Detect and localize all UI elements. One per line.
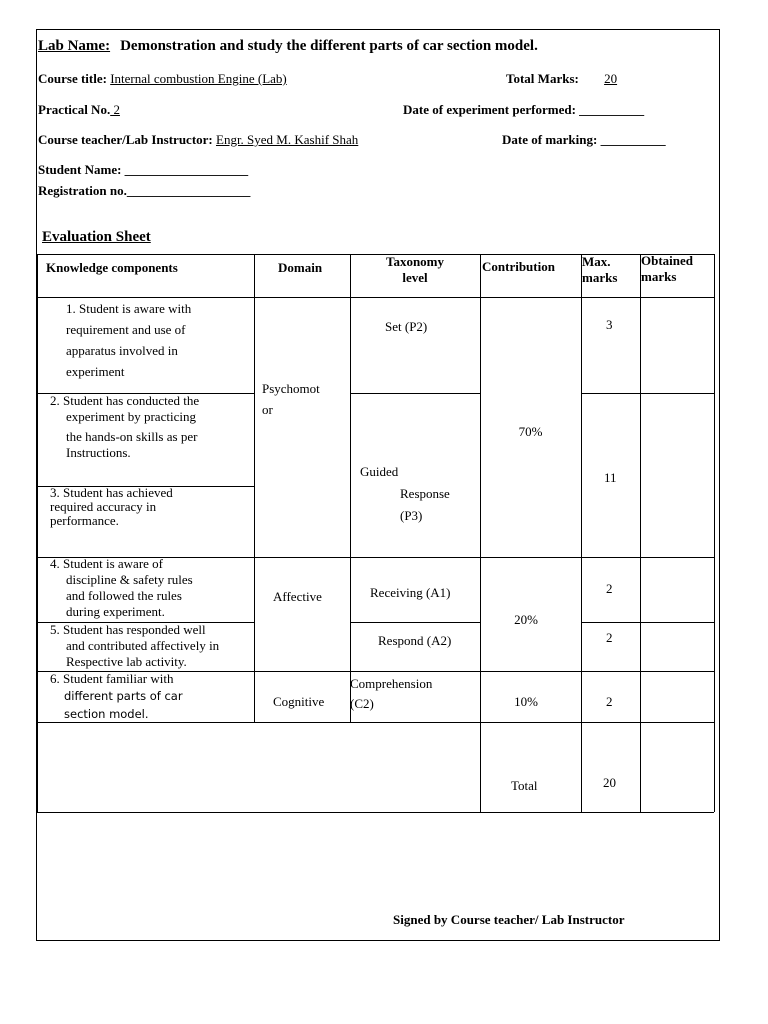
knowledge-item-5 [50,622,219,670]
knowledge-item-3-line: 3. Student has achieved [50,485,173,500]
header-taxonomy [352,254,478,286]
max-marks-row5: 2 [606,630,613,645]
course-title-line [38,71,287,87]
teacher-label: Course teacher/Lab Instructor: [38,132,213,147]
practical-no-line [38,102,120,118]
knowledge-item-2 [50,393,199,461]
total-marks-value: 20 [604,71,618,86]
knowledge-item-3 [50,486,173,528]
knowledge-item-6 [50,671,183,722]
header-domain: Domain [278,260,323,275]
taxonomy-respond-a2: Respond (A2) [378,633,452,648]
max-marks-row4: 2 [606,581,613,596]
lab-name-line [38,37,538,55]
knowledge-item-5-line: and contributed affectively in [66,638,220,653]
contribution-affective: 20% [514,612,538,627]
taxonomy-comprehension-c2 [350,674,432,714]
table-border-right [714,254,715,812]
domain-psychomotor [262,378,320,420]
practical-no-value: 2 [110,102,120,117]
contribution-cognitive: 10% [514,694,538,709]
knowledge-item-4-line: 4. Student is aware of [50,556,164,571]
knowledge-item-4-line: during experiment. [66,604,165,619]
obtained-marks-row1[interactable] [641,298,713,393]
table-divider [254,254,255,723]
header-max-line2: marks [582,270,618,285]
signature-label: Signed by Course teacher/ Lab Instructor [393,912,625,927]
course-title-label: Course title: [38,71,107,86]
knowledge-item-5-line: 5. Student has responded well [50,622,206,637]
knowledge-item-4-line: discipline & safety rules [66,572,193,587]
total-marks-label: Total Marks: [506,71,579,86]
obtained-marks-row4[interactable] [641,558,713,621]
taxonomy-guided-line2: Response [400,486,450,501]
taxonomy-guided-line3: (P3) [400,508,423,523]
domain-psychomotor-line: or [262,402,273,417]
domain-psychomotor-line: Psychomot [262,381,320,396]
taxonomy-comprehension-line: Comprehension [350,676,433,691]
domain-affective: Affective [273,589,322,604]
total-label: Total [511,778,538,793]
max-marks-row1: 3 [606,317,613,332]
contribution-psychomotor: 70% [518,424,543,439]
domain-cognitive: Cognitive [273,694,325,709]
obtained-marks-total[interactable] [641,723,713,811]
taxonomy-set-p2: Set (P2) [385,319,428,334]
date-marking-label: Date of marking: __________ [502,132,666,147]
header-contribution: Contribution [482,259,555,274]
lab-name-label: Lab Name: [38,38,111,54]
header-max-line1: Max. [582,254,611,269]
taxonomy-comprehension-line: (C2) [350,696,374,711]
teacher-line [38,132,358,148]
date-performed-label: Date of experiment performed: __________ [403,102,645,117]
max-marks-row6: 2 [606,694,613,709]
table-row-divider [37,722,714,723]
header-taxonomy-line2: level [402,270,428,285]
table-row-divider [350,393,480,394]
knowledge-item-6-line: different parts of car [64,689,183,703]
knowledge-item-2-line: the hands-on skills as per [66,429,198,444]
knowledge-item-4 [50,556,193,620]
table-divider [350,254,351,723]
course-title-value: Internal combustion Engine (Lab) [110,71,287,86]
header-taxonomy-line1: Taxonomy [385,254,445,269]
knowledge-item-2-line: 2. Student has conducted the [50,393,200,408]
student-name-label: Student Name: ___________________ [38,162,249,177]
obtained-marks-row5[interactable] [641,623,713,670]
table-divider [480,254,481,812]
table-divider [581,254,582,812]
knowledge-item-3-line: performance. [50,513,119,528]
knowledge-item-1-line: apparatus involved in [66,343,178,358]
taxonomy-guided-line1: Guided [360,464,399,479]
max-marks-total: 20 [603,775,616,790]
header-max-marks [582,254,617,286]
taxonomy-receiving-a1: Receiving (A1) [370,585,451,600]
knowledge-item-5-line: Respective lab activity. [66,654,187,669]
table-border-bottom [37,812,714,813]
knowledge-item-2-line: experiment by practicing [66,409,196,424]
knowledge-item-1-line: 1. Student is aware with [66,301,192,316]
knowledge-item-6-line: section model. [64,707,149,721]
table-row-divider [350,622,480,623]
lab-name-value: Demonstration and study the different parts of car section model. [120,38,538,54]
registration-label: Registration no.___________________ [38,183,251,198]
obtained-marks-row6[interactable] [641,672,713,721]
knowledge-item-6-line: 6. Student familiar with [50,671,174,686]
table-border-left [37,254,38,812]
header-obtained-line2: marks [641,269,677,284]
knowledge-item-4-line: and followed the rules [66,588,182,603]
header-obtained-marks [641,253,693,285]
knowledge-item-3-line: required accuracy in [50,499,157,514]
knowledge-item-2-line: Instructions. [66,445,131,460]
knowledge-item-1-line: requirement and use of [66,322,186,337]
max-marks-row23: 11 [604,470,617,485]
knowledge-item-1 [66,298,191,382]
knowledge-item-1-line: experiment [66,364,125,379]
teacher-value: Engr. Syed M. Kashif Shah [216,132,359,147]
obtained-marks-row23[interactable] [641,394,713,556]
total-marks-line [506,71,617,87]
evaluation-sheet-title: Evaluation Sheet [42,229,151,245]
header-knowledge: Knowledge components [46,260,178,275]
header-obtained-line1: Obtained [641,253,694,268]
practical-no-label: Practical No. [38,102,111,117]
